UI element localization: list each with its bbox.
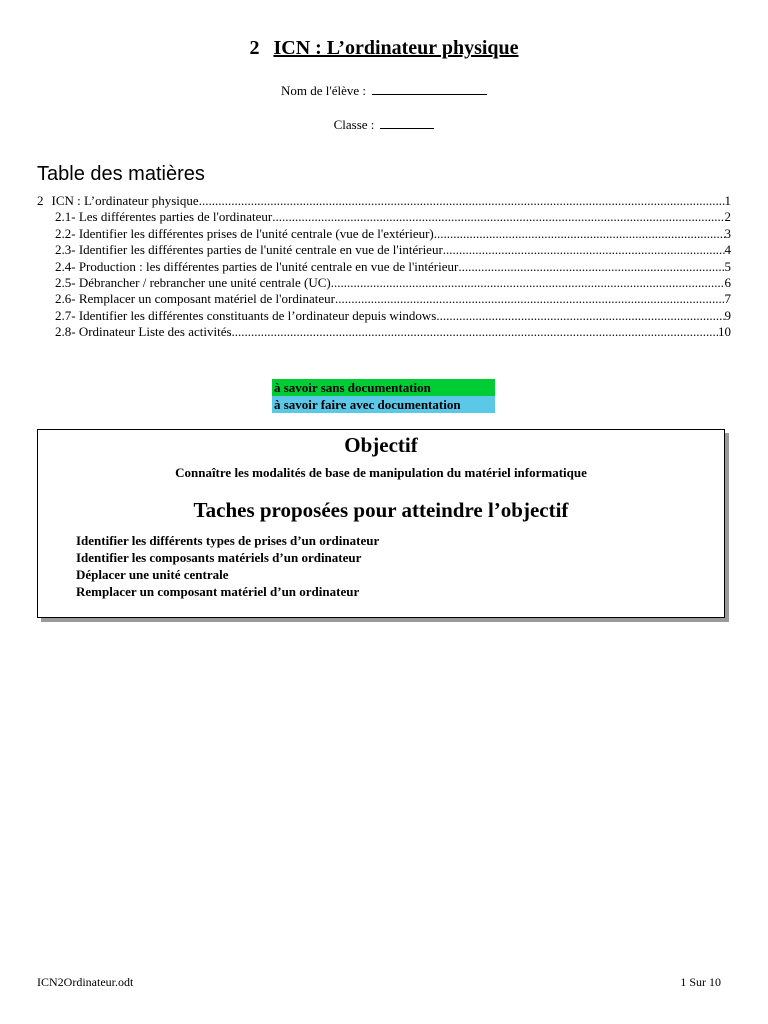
task-item: Remplacer un composant matériel d’un ordinateur [76, 584, 360, 599]
footer-filename: ICN2Ordinateur.odt [37, 975, 134, 989]
page-title [0, 37, 768, 60]
toc-entry[interactable] [37, 275, 731, 291]
toc-entry[interactable] [37, 291, 731, 307]
toc-entry-text: 2.6- Remplacer un composant matériel de l'ordinateur [55, 291, 335, 307]
toc-leader-dots [232, 324, 718, 340]
class-label: Classe : [333, 117, 375, 132]
toc-entry-text: 2.5- Débrancher / rebrancher une unité centrale (UC) [55, 275, 331, 291]
tasks-title: Taches proposées pour atteindre l’objectif [193, 498, 569, 522]
toc-entry-page: 9 [724, 307, 731, 323]
class-blank [380, 117, 434, 129]
toc-leader-dots [436, 308, 724, 324]
toc-leader-dots [199, 193, 725, 209]
toc-leader-dots [335, 291, 725, 307]
toc-entry-page: 7 [724, 291, 731, 307]
student-name-field [0, 83, 768, 99]
footer-page-indicator: 1 Sur 10 [680, 975, 721, 989]
section-number: 2 [249, 37, 260, 59]
section-title: ICN : L’ordinateur physique [273, 37, 519, 59]
task-item: Identifier les différents types de prises d’un ordinateur [76, 533, 380, 548]
toc-entry-page: 5 [724, 258, 731, 274]
toc-entry-number: 2 [37, 193, 44, 208]
toc-entry-page: 10 [718, 324, 731, 340]
toc-entry-page: 2 [724, 209, 731, 225]
toc-entry[interactable] [37, 308, 731, 324]
legend-blue: à savoir faire avec documentation [272, 396, 495, 413]
student-name-label: Nom de l'élève : [280, 83, 366, 98]
toc-entry-page: 6 [724, 275, 731, 291]
toc-entry-page: 4 [724, 242, 731, 258]
toc-entry-text: 2.3- Identifier les différentes parties de l'unité centrale en vue de l'intérieur [55, 242, 443, 258]
toc-entry-page: 3 [724, 225, 731, 241]
task-item: Identifier les composants matériels d’un ordinateur [76, 550, 362, 565]
objective-title: Objectif [344, 433, 418, 457]
toc-entry-text: ICN : L’ordinateur physique [51, 193, 199, 208]
toc-entry-text: 2.7- Identifier les différentes constituants de l’ordinateur depuis windows [55, 307, 437, 323]
toc-entry[interactable] [37, 193, 731, 209]
legend-green: à savoir sans documentation [272, 379, 495, 396]
toc-entry-text: 2.2- Identifier les différentes prises de l'unité centrale (vue de l'extérieur) [55, 225, 434, 241]
toc-leader-dots [331, 275, 725, 291]
toc-entry[interactable] [37, 259, 731, 275]
toc-leader-dots [272, 209, 724, 225]
student-name-blank [372, 83, 487, 95]
toc-leader-dots [434, 226, 725, 242]
toc-entry[interactable] [37, 226, 731, 242]
objective-subtitle: Connaître les modalités de base de manipulation du matériel informatique [175, 465, 587, 480]
toc-entry[interactable] [37, 324, 731, 340]
toc-leader-dots [443, 242, 725, 258]
toc-entry-page: 1 [724, 193, 731, 208]
class-field [0, 117, 768, 133]
tasks-list [76, 532, 379, 600]
toc-entry-text: 2.4- Production : les différentes parties de l'unité centrale en vue de l'intérieur [55, 258, 459, 274]
toc-entry-text: 2.1- Les différentes parties de l'ordinateur [55, 209, 273, 225]
task-item: Déplacer une unité centrale [76, 567, 229, 582]
toc-entry[interactable] [37, 209, 731, 225]
toc-entry[interactable] [37, 242, 731, 258]
toc-entry-text: 2.8- Ordinateur Liste des activités [55, 324, 232, 340]
table-of-contents [37, 193, 731, 341]
objective-box [37, 429, 725, 618]
toc-leader-dots [458, 259, 724, 275]
toc-heading: Table des matières [37, 163, 205, 185]
